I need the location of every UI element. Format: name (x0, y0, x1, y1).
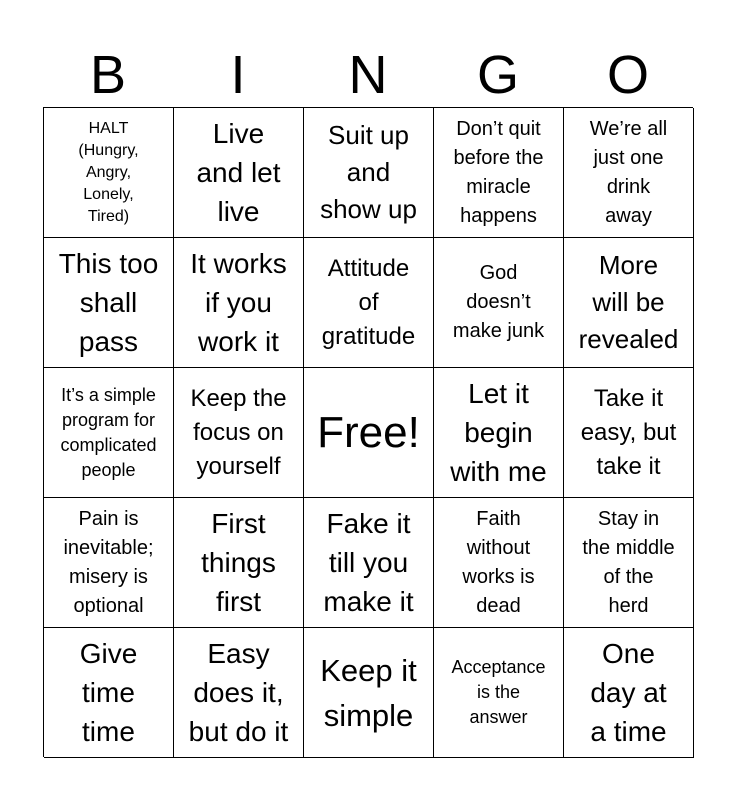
bingo-cell[interactable] (564, 368, 694, 498)
cell-text: Stay in the middle of the herd (582, 507, 675, 617)
cell-text: One day at a time (590, 638, 667, 747)
cell-text: Live and let live (196, 118, 281, 227)
cell-text: First things first (201, 508, 276, 617)
cell-text: More will be revealed (578, 250, 679, 354)
bingo-cell[interactable] (564, 238, 694, 368)
bingo-cell[interactable] (434, 238, 564, 368)
bingo-cell[interactable] (434, 108, 564, 238)
cell-text: Suit up and show up (320, 120, 417, 224)
cell-text: Attitude of gratitude (321, 254, 416, 350)
header-letter-o: O (606, 45, 649, 105)
cell-text: Take it easy, but take it (580, 384, 677, 480)
bingo-cell[interactable] (304, 108, 434, 238)
cell-text: Give time time (79, 638, 138, 747)
cell-text: Fake it till you make it (323, 508, 414, 617)
cell-text: Acceptance is the answer (451, 657, 546, 727)
cell-text: Pain is inevitable; misery is optional (63, 507, 154, 617)
bingo-free-cell[interactable] (304, 368, 434, 498)
bingo-cell[interactable] (564, 628, 694, 758)
bingo-cell[interactable] (44, 498, 174, 628)
cell-text: We’re all just one drink away (589, 117, 668, 227)
bingo-cell[interactable] (174, 108, 304, 238)
bingo-cell[interactable] (434, 498, 564, 628)
cell-text: Don’t quit before the miracle happens (453, 117, 544, 227)
bingo-cell[interactable] (434, 628, 564, 758)
bingo-cell[interactable] (304, 628, 434, 758)
cell-text: Faith without works is dead (462, 507, 535, 617)
bingo-cell[interactable] (174, 628, 304, 758)
cell-text: This too shall pass (58, 248, 159, 357)
bingo-card (43, 107, 693, 757)
bingo-cell[interactable] (304, 238, 434, 368)
bingo-cell[interactable] (564, 108, 694, 238)
bingo-cell[interactable] (44, 108, 174, 238)
bingo-cell[interactable] (174, 238, 304, 368)
bingo-cell[interactable] (174, 368, 304, 498)
bingo-cell[interactable] (44, 238, 174, 368)
header-letter-g: G (476, 45, 519, 105)
cell-text: HALT (Hungry, Angry, Lonely, Tired) (78, 119, 139, 225)
bingo-header (43, 44, 693, 106)
bingo-cell[interactable] (304, 498, 434, 628)
bingo-cell[interactable] (564, 498, 694, 628)
cell-text: Easy does it, but do it (188, 638, 289, 747)
cell-text: It works if you work it (190, 248, 287, 357)
free-space-text: Free! (317, 407, 420, 457)
cell-text: It’s a simple program for complicated people (60, 384, 157, 480)
cell-text: Keep it simple (320, 652, 417, 733)
bingo-cell[interactable] (174, 498, 304, 628)
cell-text: Let it begin with me (450, 378, 547, 487)
header-letter-n: N (348, 45, 388, 105)
cell-text: Keep the focus on yourself (190, 384, 287, 480)
header-letter-i: I (230, 45, 246, 105)
bingo-cell[interactable] (434, 368, 564, 498)
header-letter-b: B (89, 45, 127, 105)
bingo-cell[interactable] (44, 368, 174, 498)
cell-text: God doesn’t make junk (452, 262, 545, 342)
bingo-cell[interactable] (44, 628, 174, 758)
